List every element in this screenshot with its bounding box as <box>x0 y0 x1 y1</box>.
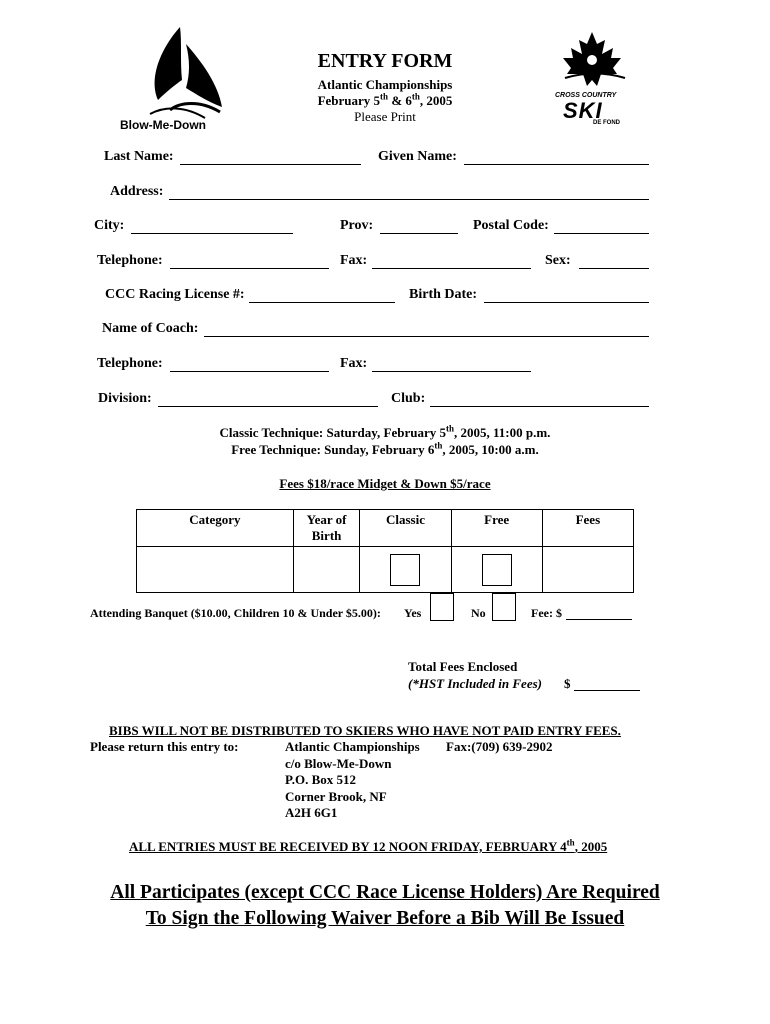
form-title: ENTRY FORM <box>317 50 453 72</box>
coach-telephone-label: Telephone: <box>97 356 163 371</box>
banquet-fee-label: Fee: $ <box>531 606 562 620</box>
bibs-notice: BIBS WILL NOT BE DISTRIBUTED TO SKIERS WHO HAVE NOT PAID ENTRY FEES. <box>109 723 621 738</box>
coach-name-label: Name of Coach: <box>102 321 199 336</box>
return-address-line-5: A2H 6G1 <box>285 805 338 820</box>
telephone-field[interactable] <box>170 268 329 269</box>
return-address-line-1: Atlantic Championships <box>285 739 420 754</box>
coach-fax-label: Fax: <box>340 356 368 371</box>
event-name: Atlantic Championships <box>317 77 453 92</box>
free-technique-schedule: Free Technique: Sunday, February 6th, 2005, 10:00 a.m. <box>231 440 539 457</box>
club-logo-text: Blow-Me-Down <box>120 118 206 132</box>
club-label: Club: <box>391 391 426 406</box>
city-field[interactable] <box>131 233 293 234</box>
city-label: City: <box>94 218 125 233</box>
return-address-line-3: P.O. Box 512 <box>285 772 357 787</box>
maple-leaf-icon <box>545 30 640 90</box>
header-category: Category <box>137 510 294 547</box>
classic-technique-schedule: Classic Technique: Saturday, February 5th, 2005, 11:00 p.m. <box>219 423 551 440</box>
banquet-fee-field[interactable] <box>566 619 632 620</box>
header-fees: Fees <box>542 510 633 547</box>
ccc-license-field[interactable] <box>249 302 395 303</box>
classic-cell <box>360 547 451 593</box>
postal-code-field[interactable] <box>554 233 649 234</box>
total-fees-label: Total Fees Enclosed <box>408 659 518 674</box>
postal-code-label: Postal Code: <box>473 218 549 233</box>
last-name-field[interactable] <box>180 164 361 165</box>
race-schedule <box>150 424 620 458</box>
year-of-birth-cell[interactable] <box>293 547 360 593</box>
banquet-no-label: No <box>471 606 486 620</box>
coach-name-field[interactable] <box>204 336 649 337</box>
fees-cell[interactable] <box>542 547 633 593</box>
header-classic: Classic <box>360 510 451 547</box>
division-label: Division: <box>98 391 152 406</box>
category-cell[interactable] <box>137 547 294 593</box>
total-fees-field[interactable] <box>574 690 640 691</box>
fees-heading: Fees $18/race Midget & Down $5/race <box>279 476 491 491</box>
given-name-field[interactable] <box>464 164 649 165</box>
return-address-line-2: c/o Blow-Me-Down <box>285 755 392 771</box>
given-name-label: Given Name: <box>378 149 457 164</box>
fax-label: Fax: <box>340 253 368 268</box>
ccc-logo-line-3: DE FOND <box>593 120 620 126</box>
header-free: Free <box>451 510 542 547</box>
waiver-heading <box>70 880 700 932</box>
last-name-label: Last Name: <box>104 149 174 164</box>
coach-fax-field[interactable] <box>372 371 531 372</box>
coach-telephone-field[interactable] <box>170 371 329 372</box>
prov-label: Prov: <box>340 218 374 233</box>
banquet-yes-checkbox[interactable] <box>430 593 454 621</box>
division-field[interactable] <box>158 406 378 407</box>
sex-label: Sex: <box>545 253 571 268</box>
free-checkbox[interactable] <box>482 554 512 586</box>
address-label: Address: <box>110 184 164 199</box>
ccc-logo-line-1: CROSS COUNTRY <box>555 92 617 99</box>
return-fax: Fax:(709) 639-2902 <box>446 739 553 754</box>
banquet-label: Attending Banquet ($10.00, Children 10 & Under $5.00): <box>90 606 381 620</box>
blow-me-down-logo <box>110 22 245 134</box>
fee-table-header-row <box>137 510 634 547</box>
ccc-logo <box>545 30 640 130</box>
birth-date-label: Birth Date: <box>409 287 478 302</box>
fax-field[interactable] <box>372 268 531 269</box>
free-cell <box>451 547 542 593</box>
hst-note: (*HST Included in Fees) <box>408 676 542 691</box>
entry-deadline: ALL ENTRIES MUST BE RECEIVED BY 12 NOON FRIDAY, FEBRUARY 4th, 2005 <box>129 837 608 854</box>
ccc-logo-line-2: SKI <box>563 98 603 123</box>
fee-table <box>136 509 634 593</box>
total-dollar-sign: $ <box>564 676 571 691</box>
birth-date-field[interactable] <box>484 302 649 303</box>
print-instruction: Please Print <box>354 109 416 124</box>
classic-checkbox[interactable] <box>390 554 420 586</box>
return-address-line-4: Corner Brook, NF <box>285 788 387 804</box>
sex-field[interactable] <box>579 268 649 269</box>
prov-field[interactable] <box>380 233 458 234</box>
banquet-no-checkbox[interactable] <box>492 593 516 621</box>
address-field[interactable] <box>169 199 649 200</box>
return-address <box>285 739 420 822</box>
waiver-line-1: All Participates (except CCC Race License Holders) Are Required <box>110 882 660 903</box>
ccc-license-label: CCC Racing License #: <box>105 287 245 302</box>
banquet-yes-label: Yes <box>404 606 422 620</box>
sailboat-icon <box>110 22 245 122</box>
event-dates: February 5th & 6th, 2005 <box>317 91 453 108</box>
header-year-of-birth: Year of Birth <box>293 510 360 547</box>
fee-table-entry-row <box>137 547 634 593</box>
telephone-label: Telephone: <box>97 253 163 268</box>
return-label: Please return this entry to: <box>90 739 239 754</box>
club-field[interactable] <box>430 406 649 407</box>
waiver-line-2: To Sign the Following Waiver Before a Bib Will Be Issued <box>145 908 625 929</box>
